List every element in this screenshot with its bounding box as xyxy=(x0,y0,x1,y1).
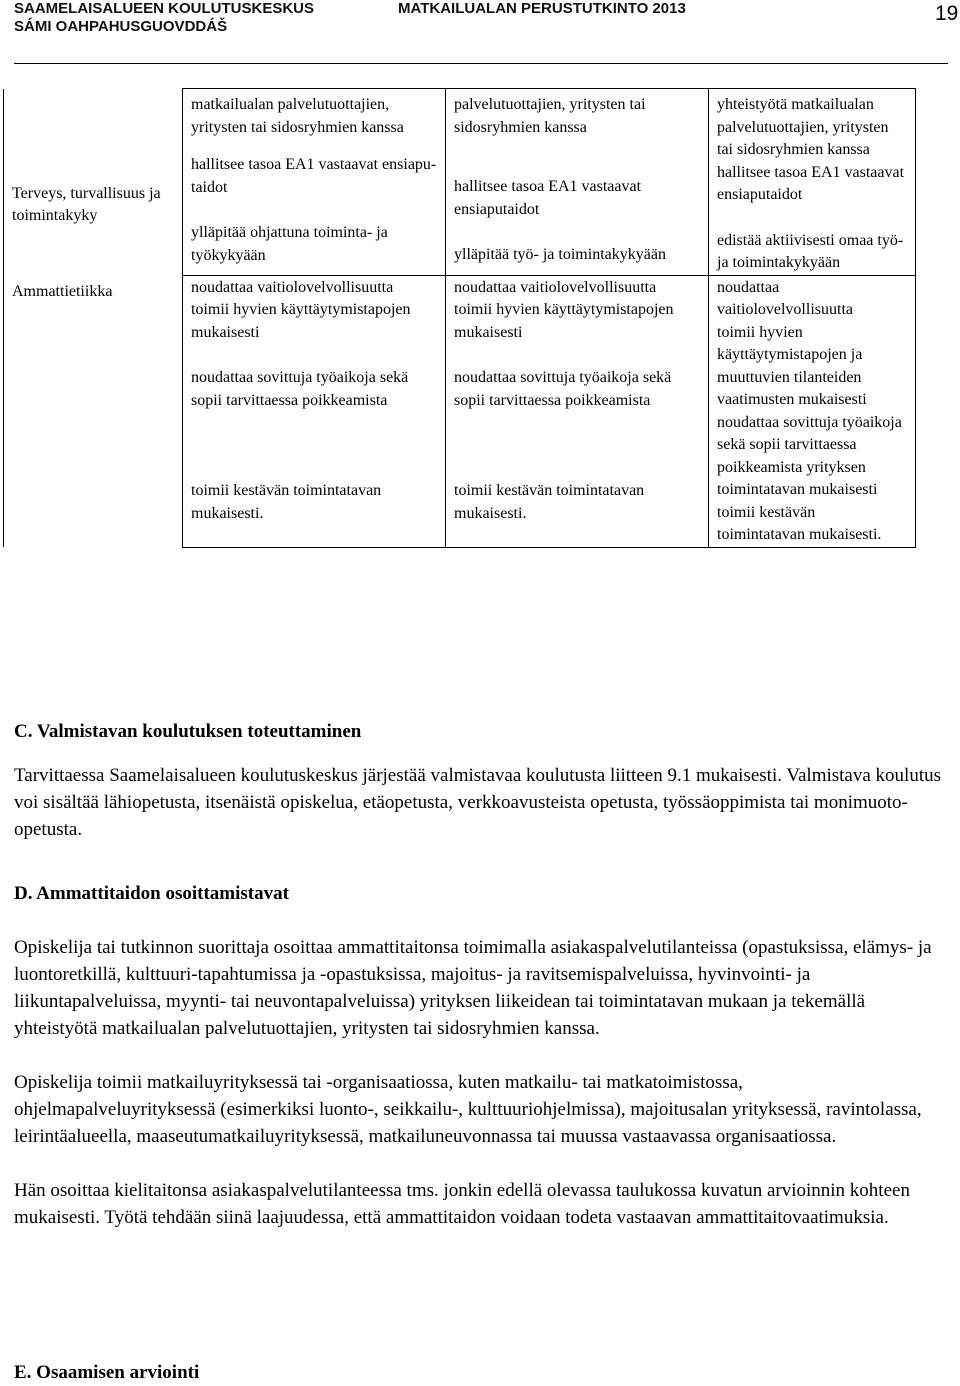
page-header xyxy=(0,0,960,60)
criteria-text: matkailualan palvelutuottajien, yritysten tai sidosryhmien kanssa xyxy=(191,96,404,136)
organization-name-sami: SÁMI OAHPAHUSGUOVDDÁŠ xyxy=(14,18,228,35)
criteria-text: noudattaa sovittuja työaikoja sekä sopii tarvittaessa poikkeamista xyxy=(191,369,409,409)
page-number: 19 xyxy=(935,2,959,25)
table-row xyxy=(4,89,916,276)
header-divider xyxy=(14,63,948,64)
section-c xyxy=(14,718,944,843)
criteria-text: toimii hyvien käyttäytymistapojen mukaisesti xyxy=(454,301,674,341)
criteria-cell xyxy=(183,275,446,547)
criteria-text: noudattaa vaitiolovelvollisuutta xyxy=(717,278,853,318)
criteria-cell xyxy=(183,89,446,276)
category-label: Terveys, turvallisuus ja toimintakyky xyxy=(12,184,161,224)
criteria-text: toimii kestävän toimintatavan mukaisesti. xyxy=(191,482,382,522)
category-cell-ethics xyxy=(4,275,183,547)
criteria-text: ylläpitää työ- ja toimintakykyään xyxy=(454,246,666,263)
criteria-text: toimii hyvien käyttäytymistapojen mukaisesti xyxy=(191,301,411,341)
paragraph: Tarvittaessa Saamelaisalueen koulutuskeskus järjestää valmistavaa koulutusta liitteen 9.1 mukaisesti. Valmistava koulutus voi sisältää lähiopetusta, itsenäistä opiskelua, etäopetusta, verkkoavusteista opetusta, työssäoppimista tai monimuoto-opetusta. xyxy=(14,765,942,840)
criteria-text: toimii hyvien käyttäytymistapojen ja muuttuvien tilanteiden vaatimusten mukaisesti xyxy=(717,323,867,408)
paragraph: Opiskelija toimii matkailuyrityksessä tai -organisaatiossa, kuten matkailu- tai matkatoimistossa, ohjelmapalveluyrityksessä (esimerkiksi luonto-, seikkailu-, kulttuuriohjelmissa), majoitusalan yrityksessä, ravintolassa, leirintäalueella, maaseutumatkailuyrityksessä, matkailuneuvonnassa tai muussa vastaavassa organisaatiossa. xyxy=(14,1072,922,1147)
criteria-cell xyxy=(446,89,709,276)
paragraph: Hän osoittaa kielitaitonsa asiakaspalvelutilanteessa tms. jonkin edellä olevassa taulukossa kuvatun arvioinnin kohteen mukaisesti. Työtä tehdään siinä laajuudessa, että ammattitaidon voidaan todeta vastaavan ammattitaitovaatimuksia. xyxy=(14,1180,910,1228)
criteria-text: hallitsee tasoa EA1 vastaavat ensiaputaidot xyxy=(454,178,642,218)
paragraph: Opiskelija tai tutkinnon suorittaja osoittaa ammattitaitonsa toimimalla asiakaspalvelutilanteissa (opastuksissa, elämys- ja luontoretkillä, kulttuuri-tapahtumissa ja -opastuksissa, majoitus- ja ravitsemispalveluissa, hyvinvointi- ja liikuntapalveluissa, myynti- tai neuvontapalveluissa) yrityksen liikeidean tai toimintatavan mukaan ja tekemällä yhteistyötä matkailualan palvelutuottajien, yritysten tai sidosryhmien kanssa. xyxy=(14,937,932,1039)
criteria-text: toimii kestävän toimintatavan mukaisesti. xyxy=(717,503,882,543)
criteria-text: toimii kestävän toimintatavan mukaisesti. xyxy=(454,482,645,522)
criteria-text: noudattaa vaitiolovelvollisuutta xyxy=(191,278,394,296)
section-title: E. Osaamisen arviointi xyxy=(14,1362,200,1383)
section-title: C. Valmistavan koulutuksen toteuttaminen xyxy=(14,721,362,742)
category-label: Ammattietiikka xyxy=(12,283,113,300)
organization-name: SAAMELAISALUEEN KOULUTUSKESKUS xyxy=(14,0,315,17)
criteria-cell xyxy=(709,89,916,276)
criteria-text: noudattaa sovittuja työaikoja sekä sopii tarvittaessa poikkeamista xyxy=(454,369,672,409)
criteria-text: noudattaa sovittuja työaikoja sekä sopii tarvittaessa poikkeamista yrityksen toimintatavan mukaisesti xyxy=(717,413,902,498)
category-cell-health xyxy=(4,89,183,276)
criteria-text: palvelutuottajien, yritysten tai sidosryhmien kanssa xyxy=(454,96,646,136)
criteria-cell xyxy=(709,275,916,547)
table-row xyxy=(4,275,916,547)
criteria-text: hallitsee tasoa EA1 vastaavat ensiaputaidot xyxy=(717,163,905,203)
assessment-table xyxy=(3,88,916,548)
document-title: MATKAILUALAN PERUSTUTKINTO 2013 xyxy=(398,0,686,17)
criteria-text: ylläpitää ohjattuna toiminta- ja työkykyään xyxy=(191,224,388,264)
criteria-text: yhteistyötä matkailualan palvelutuottajien, yritysten tai sidosryhmien kanssa xyxy=(717,96,889,158)
criteria-text: hallitsee tasoa EA1 vastaavat ensiaputaidot xyxy=(191,156,437,196)
criteria-text: edistää aktiivisesti omaa työ- ja toimintakykyään xyxy=(717,231,904,271)
criteria-text: noudattaa vaitiolovelvollisuutta xyxy=(454,278,657,296)
section-d xyxy=(14,880,944,1231)
criteria-cell xyxy=(446,275,709,547)
section-title: D. Ammattitaidon osoittamistavat xyxy=(14,883,289,904)
